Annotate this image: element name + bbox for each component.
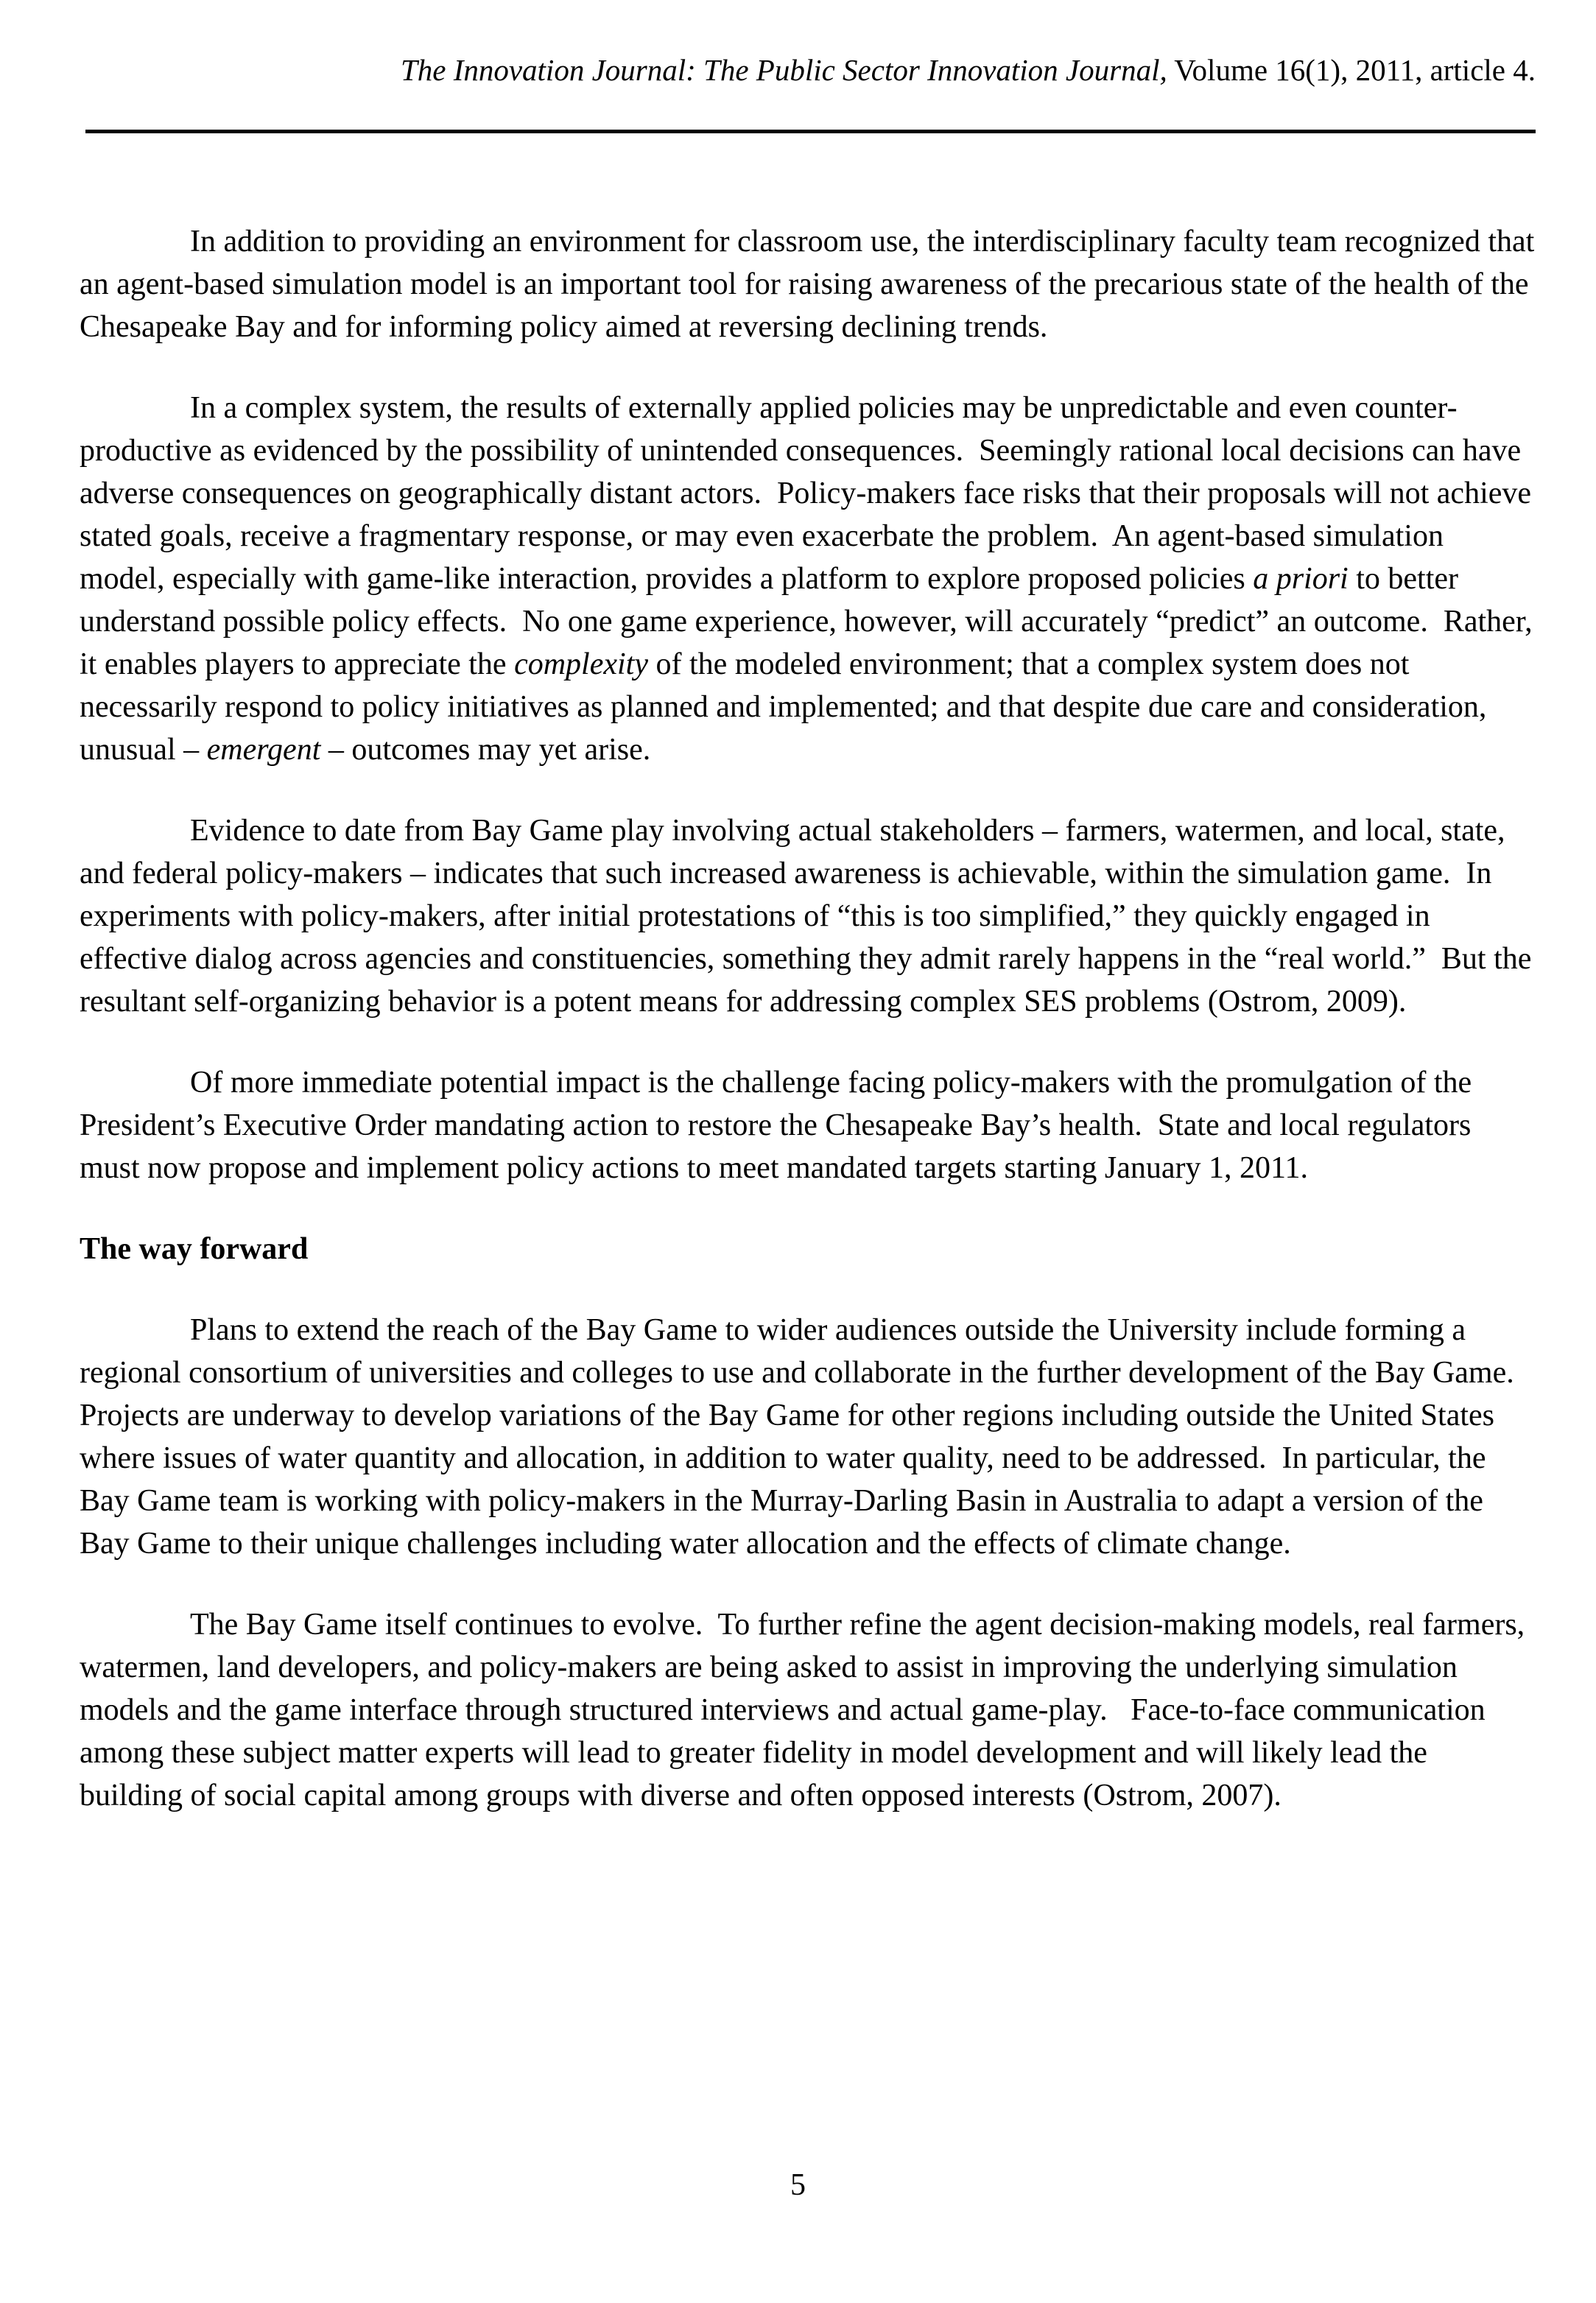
page-footer [0,2164,1596,2207]
document-body [80,220,1542,1817]
text-run: Evidence to date from Bay Game play involving actual stakeholders – farmers, watermen, and local, state, and federal policy-makers – indicates that such increased awareness is achievable, within the simulation game. In experiments with policy-makers, after initial protestations of “this is too simplified,” they quickly engaged in effective dialog across agencies and constituencies, something they admit rarely happens in the “real world.” But the resultant self-organizing behavior is a potent means for addressing complex SES problems (Ostrom, 2009). [80,814,1539,1019]
journal-volume-info: Volume 16(1), 2011, article 4. [1167,53,1536,87]
paragraph [80,1309,1536,1565]
section-heading [80,1228,1536,1270]
page-header [85,15,1536,133]
text-run: – outcomes may yet arise. [320,733,651,767]
paragraph [80,809,1539,1023]
text-run: of the modeled environment; that a complex system does not necessarily respond to policy initiatives as planned and implemented; and that despite due care and consideration, unusual – [80,647,1494,767]
italic-text-run: complexity [514,647,648,681]
text-run: Of more immediate potential impact is the challenge facing policy-makers with the promulgation of the President’s Executive Order mandating action to restore the Chesapeake Bay’s health. State and local regulators must now propose and implement policy actions to meet mandated targets starting January 1, 2011. [80,1066,1480,1185]
text-run: In addition to providing an environment for classroom use, the interdisciplinary faculty team recognized that an agent-based simulation model is an important tool for raising awareness of the precarious state of the health of the Chesapeake Bay and for informing policy aimed at reversing declining trends. [80,225,1542,344]
text-run: The Bay Game itself continues to evolve. To further refine the agent decision-making models, real farmers, watermen, land developers, and policy-makers are being asked to assist in improving the underlying simulation models and the game interface through structured interviews and actual game-play. Face-to-face communication among these subject matter experts will lead to greater fidelity in model development and will likely lead the building of social capital among groups with diverse and often opposed interests (Ostrom, 2007). [80,1608,1533,1812]
paragraph [80,387,1541,771]
page-number: 5 [790,2168,806,2202]
text-run: In a complex system, the results of externally applied policies may be unpredictable and even counter-productive as evidenced by the possibility of unintended consequences. Seemingly rational local decisions can have adverse consequences on geographically distant actors. Policy-makers face risks that their proposals will not achieve stated goals, receive a fragmentary response, or may even exacerbate the problem. An agent-based simulation model, especially with game-like interaction, provides a platform to explore proposed policies [80,391,1539,596]
journal-title: The Innovation Journal: The Public Sector Innovation Journal, [400,53,1167,87]
text-run: The way forward [80,1232,309,1266]
text-run: Plans to extend the reach of the Bay Game to wider audiences outside the University include forming a regional consortium of universities and colleges to use and collaborate in the further development of the Bay Game. Projects are underway to develop variations of the Bay Game for other regions including outside the United States where issues of water quantity and allocation, in addition to water quality, need to be addressed. In particular, the Bay Game team is working with policy-makers in the Murray-Darling Basin in Australia to adapt a version of the Bay Game to their unique challenges including water allocation and the effects of climate change. [80,1313,1530,1561]
paragraph [80,220,1542,348]
paragraph [80,1061,1536,1189]
italic-text-run: emergent [206,733,321,767]
paragraph [80,1603,1536,1817]
text-run: to better understand possible policy effects. No one game experience, however, will accurately “predict” an outcome. Rather, it enables players to appreciate the [80,562,1541,681]
italic-text-run: a priori [1253,562,1349,596]
